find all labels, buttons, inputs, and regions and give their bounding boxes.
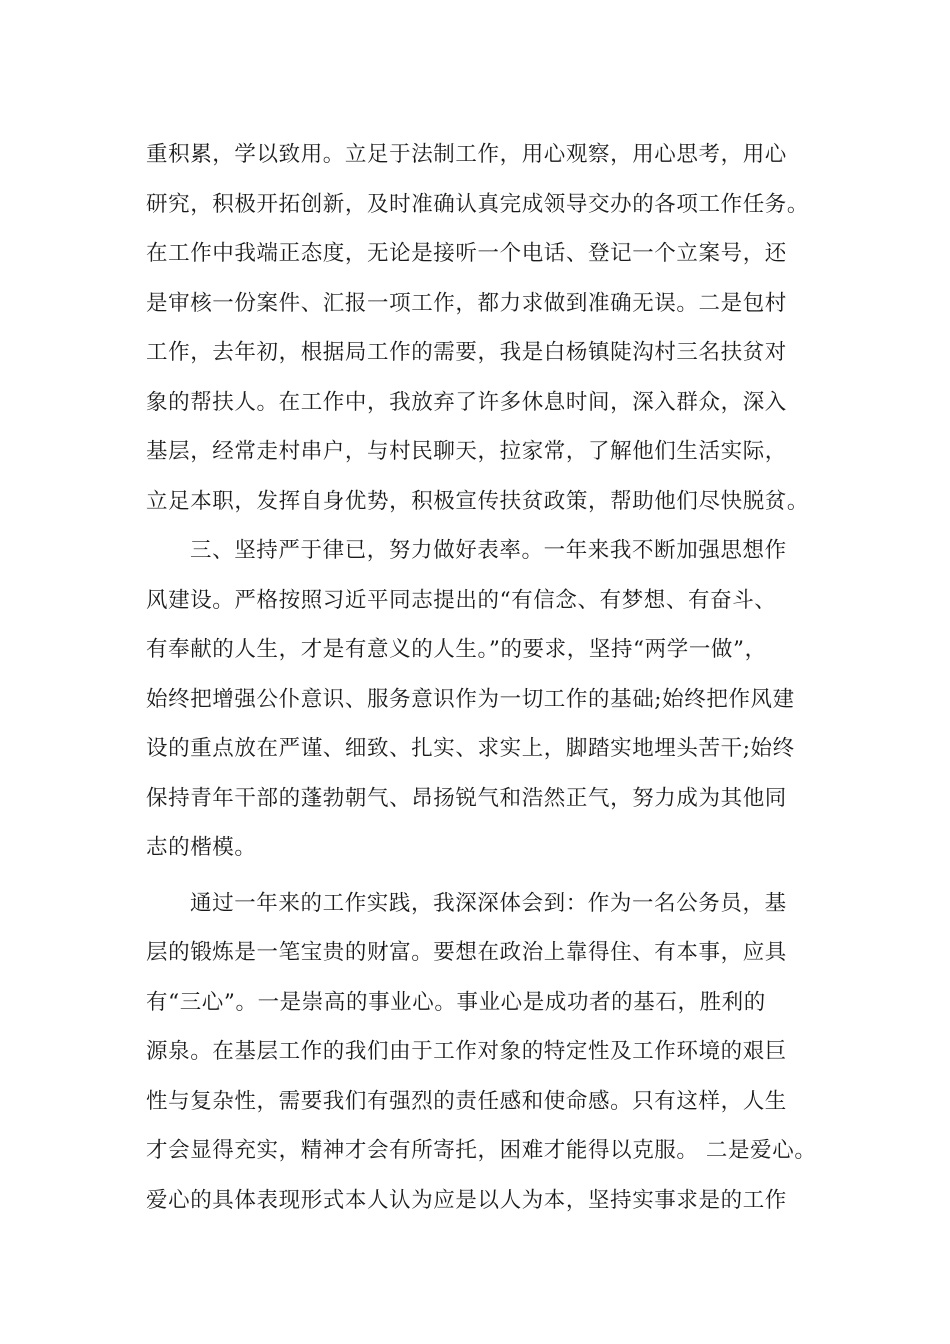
paragraph-3 bbox=[146, 879, 826, 1226]
text-line: 立足本职，发挥自身优势，积极宣传扶贫政策，帮助他们尽快脱贫。 bbox=[146, 488, 810, 514]
text-line: 设的重点放在严谨、细致、扎实、求实上，脚踏实地埋头苦干;始终 bbox=[146, 736, 795, 761]
text-line: 基层，经常走村串户，与村民聊天，拉家常，了解他们生活实际， bbox=[146, 439, 787, 464]
text-line-first: 通过一年来的工作实践，我深深体会到：作为一名公务员，基 bbox=[190, 890, 787, 916]
text-line: 风建设。严格按照习近平同志提出的“有信念、有梦想、有奋斗、 bbox=[146, 587, 777, 613]
text-line-first: 三、坚持严于律已，努力做好表率。一年来我不断加强思想作 bbox=[190, 538, 787, 563]
text-line: 工作，去年初，根据局工作的需要，我是白杨镇陡沟村三名扶贫对 bbox=[146, 340, 787, 365]
text-line: 研究，积极开拓创新，及时准确认真完成领导交办的各项工作任务。 bbox=[146, 191, 810, 217]
text-line: 爱心的具体表现形式本人认为应是以人为本，坚持实事求是的工作 bbox=[146, 1187, 787, 1213]
text-line: 层的锻炼是一笔宝贵的财富。要想在政治上靠得住、有本事，应具 bbox=[146, 940, 787, 965]
text-line: 才会显得充实，精神才会有所寄托，困难才能得以克服。 二是爱心。 bbox=[146, 1138, 817, 1163]
text-line: 有奉献的人生，才是有意义的人生。”的要求，坚持“两学一做”， bbox=[146, 637, 767, 662]
paragraph-1 bbox=[146, 130, 826, 526]
text-line: 源泉。在基层工作的我们由于工作对象的特定性及工作环境的艰巨 bbox=[146, 1039, 787, 1064]
text-line: 性与复杂性，需要我们有强烈的责任感和使命感。只有这样，人生 bbox=[146, 1088, 787, 1114]
text-line: 象的帮扶人。在工作中，我放弃了许多休息时间，深入群众，深入 bbox=[146, 389, 787, 415]
text-line: 是审核一份案件、汇报一项工作，都力求做到准确无误。二是包村 bbox=[146, 290, 787, 316]
text-line: 重积累，学以致用。立足于法制工作，用心观察，用心思考，用心 bbox=[146, 142, 787, 167]
paragraph-2 bbox=[146, 526, 826, 873]
text-line: 保持青年干部的蓬勃朝气、昂扬锐气和浩然正气，努力成为其他同 bbox=[146, 785, 787, 811]
text-line: 始终把增强公仆意识、服务意识作为一切工作的基础;始终把作风建 bbox=[146, 686, 795, 712]
document-body bbox=[146, 130, 826, 1225]
text-line: 在工作中我端正态度，无论是接听一个电话、登记一个立案号，还 bbox=[146, 241, 787, 266]
text-line: 有“三心”。一是崇高的事业心。事业心是成功者的基石，胜利的 bbox=[146, 989, 766, 1015]
text-line: 志的楷模。 bbox=[146, 835, 257, 860]
